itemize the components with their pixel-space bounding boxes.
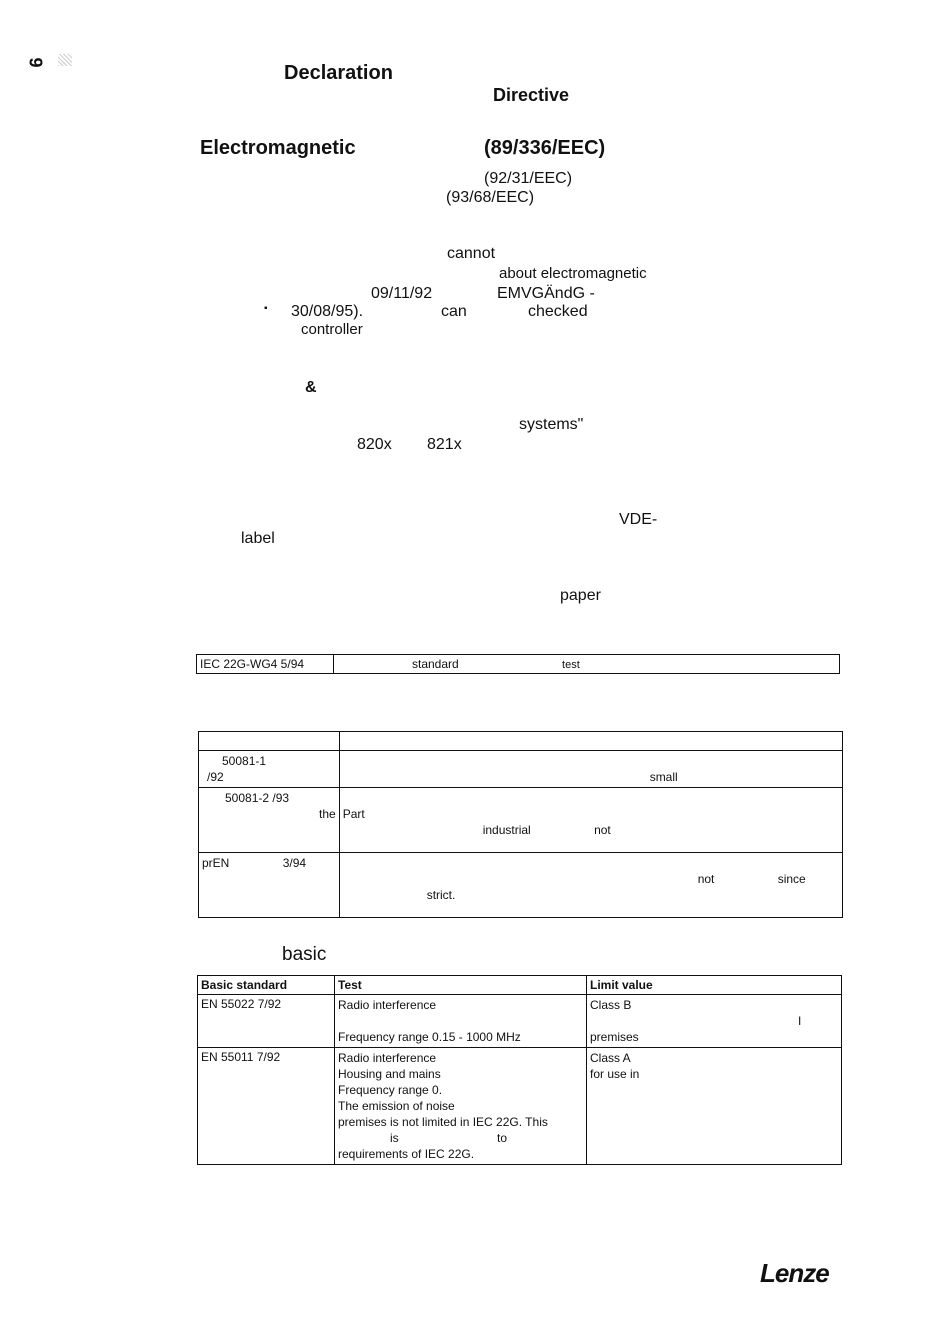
basic-standards-table (197, 975, 842, 1165)
lenze-logo: Lenze (760, 1258, 829, 1288)
text-label: label (241, 530, 275, 547)
text-about-em: about electromagnetic (499, 265, 647, 282)
table-cell: EN 55011 7/92 (198, 1048, 335, 1165)
table-cell (335, 1048, 587, 1165)
table-cell (334, 655, 840, 674)
column-header: Basic standard (198, 976, 335, 995)
cell-text: standard (412, 657, 459, 671)
table-header-row (198, 976, 842, 995)
cell-text: 50081-2 /93 (225, 791, 290, 805)
cell-text: to (497, 1131, 508, 1145)
heading-directive: Directive (493, 85, 570, 105)
table-row (197, 655, 840, 674)
cell-text: Frequency range 0.15 - 1000 MHz (338, 1030, 521, 1044)
cell-text: 50081-1 (222, 754, 267, 768)
cell-text: the (319, 807, 336, 821)
text-paper: paper (560, 587, 601, 604)
text-vde: VDE- (619, 511, 658, 528)
generic-standards-table (198, 731, 843, 918)
cell-text: industrial (482, 823, 531, 837)
bullet-icon: ▪ (264, 303, 268, 314)
table-cell (199, 732, 340, 751)
text-date2: 30/08/95). (291, 303, 364, 320)
cell-text: Radio interference (338, 998, 437, 1012)
table-cell (587, 1048, 842, 1165)
cell-text: Part (342, 807, 365, 821)
cell-text: Radio interference (338, 1051, 437, 1065)
text-ampersand: & (305, 379, 317, 396)
table-cell (339, 751, 842, 788)
cell-text: prEN (202, 856, 230, 870)
heading-declaration: Declaration (284, 62, 393, 84)
text-821x: 821x (427, 436, 462, 453)
cell-text: premises is not limited in IEC 22G. This (338, 1115, 548, 1129)
heading-directive-code: (89/336/EEC) (484, 137, 606, 159)
table-row (199, 788, 843, 853)
heading-electromagnetic: Electromagnetic (200, 137, 356, 159)
cell-text (338, 1013, 583, 1029)
cell-text: not (594, 823, 611, 837)
table-cell (339, 732, 842, 751)
cell-text: for use in (590, 1067, 640, 1081)
cell-text: test (562, 659, 580, 671)
table-cell: IEC 22G-WG4 5/94 (197, 655, 334, 674)
text-date1: 09/11/92 (371, 285, 433, 302)
amendment-2: (93/68/EEC) (446, 189, 535, 206)
text-cannot: cannot (447, 245, 496, 262)
text-checked: checked (528, 303, 588, 320)
table-row (199, 853, 843, 918)
scan-speckle (58, 54, 72, 66)
page-number: 9 (25, 57, 46, 68)
cell-text: I (798, 1014, 802, 1028)
table-row (198, 1048, 842, 1165)
table-row (199, 751, 843, 788)
cell-text: 3/94 (282, 856, 307, 870)
text-emvg: EMVGÄndG - (497, 285, 595, 302)
cell-text: The emission of noise (338, 1099, 455, 1113)
table-cell (199, 788, 340, 853)
cell-text: Class B (590, 998, 632, 1012)
table-cell (339, 853, 842, 918)
cell-text: not (697, 872, 715, 886)
cell-text: premises (590, 1030, 639, 1044)
table-cell (335, 995, 587, 1048)
cell-text: strict. (426, 888, 456, 902)
cell-text: is (390, 1131, 399, 1145)
table-cell (339, 788, 842, 853)
cell-text: Frequency range 0. (338, 1083, 443, 1097)
table-cell (199, 751, 340, 788)
cell-text: requirements of IEC 22G. (338, 1147, 475, 1161)
cell-text: small (649, 770, 678, 784)
table-cell (199, 853, 340, 918)
cell-text: /92 (207, 770, 224, 784)
cell-text: since (777, 872, 806, 886)
table-cell (587, 995, 842, 1048)
text-can: can (441, 303, 467, 320)
basic-standards-heading: basic (282, 944, 327, 965)
standard-test-table (196, 654, 840, 674)
table-row (199, 732, 843, 751)
text-820x: 820x (357, 436, 392, 453)
cell-text: Housing and mains (338, 1067, 441, 1081)
column-header: Test (335, 976, 587, 995)
column-header: Limit value (587, 976, 842, 995)
text-controller: controller (301, 321, 363, 338)
cell-text: Class A (590, 1051, 631, 1065)
table-row (198, 995, 842, 1048)
amendment-1: (92/31/EEC) (484, 170, 573, 187)
text-systems: systems" (519, 416, 584, 433)
table-cell: EN 55022 7/92 (198, 995, 335, 1048)
